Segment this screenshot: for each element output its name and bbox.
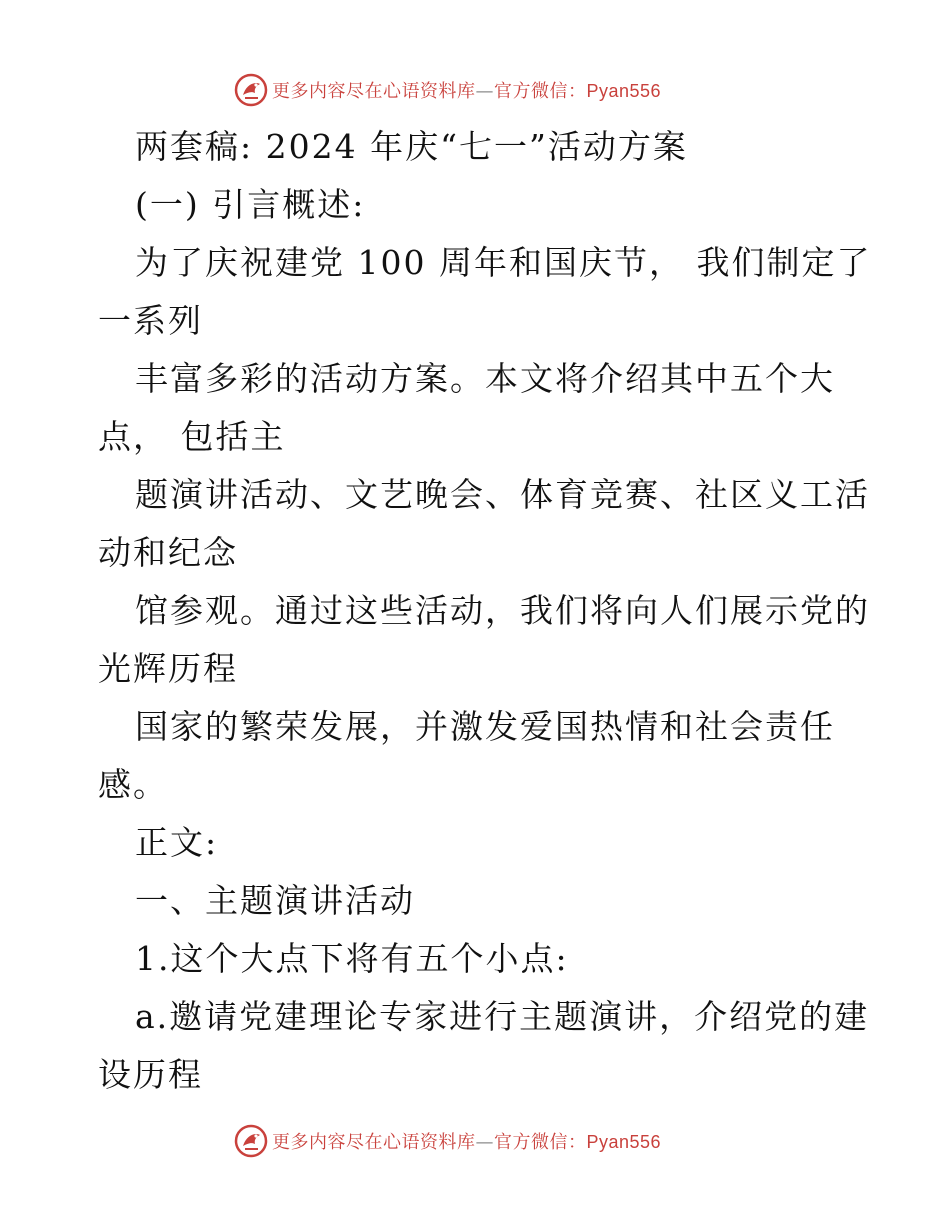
paragraph-line: 为了庆祝建党 100 周年和国庆节， 我们制定了: [135, 243, 872, 282]
paragraph-line: 馆参观。通过这些活动，我们将向人们展示党的: [135, 591, 870, 630]
watermark-label: 官方微信：: [494, 81, 587, 102]
body-heading: 正文:: [135, 823, 219, 862]
document-title: 两套稿: 2024 年庆“七一”活动方案: [135, 127, 688, 166]
watermark-account: Pyan556: [586, 81, 662, 101]
paragraph-line: 题演讲活动、文艺晚会、体育竞赛、社区义工活: [135, 475, 870, 514]
watermark-separator: —: [475, 1132, 494, 1153]
paragraph-line: 点， 包括主: [98, 417, 286, 456]
paragraph-line: 丰富多彩的活动方案。本文将介绍其中五个大: [135, 359, 835, 398]
watermark-main-text: 更多内容尽在心语资料库: [272, 1132, 476, 1153]
header-watermark: [234, 70, 661, 110]
watermark-label: 官方微信：: [494, 1132, 587, 1153]
section-heading: (一) 引言概述:: [135, 185, 366, 224]
footer-watermark: [234, 1121, 661, 1161]
watermark-account: Pyan556: [586, 1132, 662, 1152]
paragraph-line: 国家的繁荣发展，并激发爱国热情和社会责任: [135, 707, 835, 746]
paragraph-line: 感。: [98, 765, 168, 804]
logo-icon: [234, 73, 268, 107]
list-item: 设历程: [98, 1055, 203, 1094]
watermark-text: [272, 77, 661, 103]
paragraph-line: 光辉历程: [98, 649, 238, 688]
watermark-text: [272, 1128, 661, 1154]
list-item: 1.这个大点下将有五个小点:: [135, 939, 569, 978]
watermark-separator: —: [475, 81, 494, 102]
list-item: a.邀请党建理论专家进行主题演讲，介绍党的建: [135, 997, 870, 1036]
logo-icon: [234, 1124, 268, 1158]
paragraph-line: 一系列: [98, 301, 203, 340]
section-heading: 一、主题演讲活动: [135, 881, 415, 920]
paragraph-line: 动和纪念: [98, 533, 238, 572]
watermark-main-text: 更多内容尽在心语资料库: [272, 81, 476, 102]
